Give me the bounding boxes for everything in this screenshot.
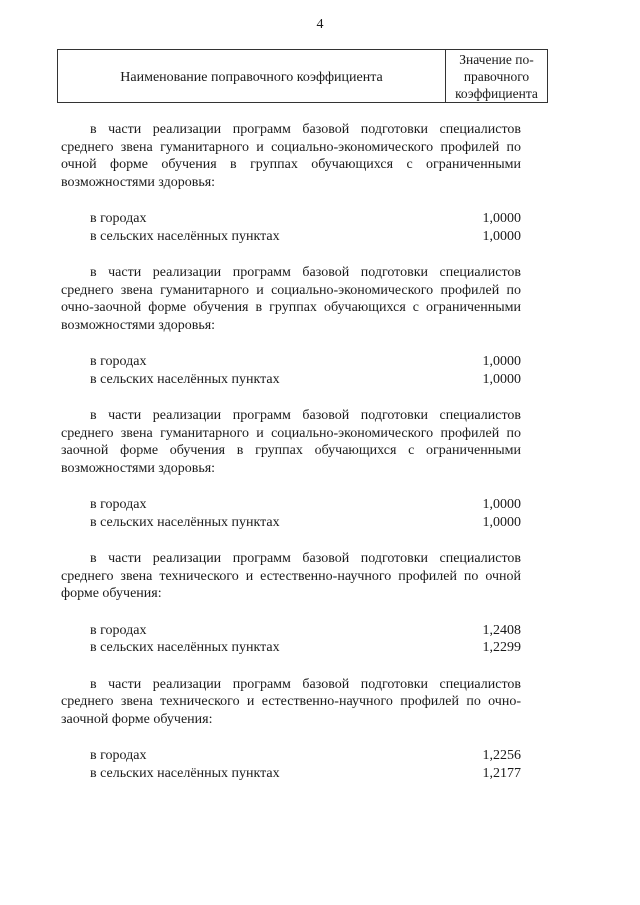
- coefficient-row: [61, 622, 521, 640]
- row-label: в городах: [90, 497, 147, 512]
- row-value: 1,2408: [482, 622, 521, 638]
- coefficient-row: [61, 496, 521, 514]
- section-description: в части реализации программ базовой подготовки специалистов среднего звена гуманитарного и социально-экономического профилей по очно-заочной форме обучения в группах обучающихся с ограниченными возможностями здоровья:: [61, 265, 521, 333]
- section-description: в части реализации программ базовой подготовки специалистов среднего звена технического и естественно-научного профилей по очно-заочной форме обучения:: [61, 676, 521, 727]
- section-description: в части реализации программ базовой подготовки специалистов среднего звена гуманитарного и социально-экономического профилей по заочной форме обучения в группах обучающихся с ограниченными возможностями здоровья:: [61, 408, 521, 476]
- row-value: 1,2256: [482, 748, 521, 763]
- coefficient-row: [61, 514, 521, 532]
- coefficient-section: [61, 550, 521, 657]
- coefficient-row: [61, 228, 521, 246]
- header-value-line: Значение по-: [459, 52, 534, 67]
- coefficient-section: [61, 264, 521, 388]
- coefficient-section: [61, 121, 521, 245]
- row-label: в городах: [90, 354, 147, 369]
- coefficient-section: [61, 407, 521, 531]
- row-value: 1,2177: [482, 765, 521, 781]
- row-value: 1,0000: [482, 211, 521, 226]
- header-table: [57, 49, 548, 103]
- row-value: 1,0000: [482, 354, 521, 369]
- row-label: в сельских населённых пунктах: [90, 640, 280, 655]
- section-description: в части реализации программ базовой подготовки специалистов среднего звена технического и естественно-научного профилей по очной форме обучения:: [61, 551, 521, 601]
- row-label: в сельских населённых пунктах: [90, 228, 280, 244]
- header-coefficient-value: [446, 50, 547, 102]
- row-label: в сельских населённых пунктах: [90, 514, 280, 530]
- row-value: 1,0000: [482, 228, 521, 244]
- coefficient-row: [61, 639, 521, 657]
- row-label: в городах: [90, 211, 147, 226]
- row-label: в сельских населённых пунктах: [90, 371, 280, 387]
- row-value: 1,0000: [482, 371, 521, 387]
- row-value: 1,0000: [482, 514, 521, 530]
- coefficient-row: [61, 210, 521, 228]
- coefficient-row: [61, 371, 521, 389]
- header-value-line: правочного: [463, 69, 530, 84]
- row-value: 1,0000: [482, 497, 521, 512]
- coefficients-list: [61, 121, 521, 801]
- row-label: в городах: [90, 622, 147, 638]
- header-value-line: коэффициента: [455, 86, 538, 101]
- row-label: в сельских населённых пунктах: [90, 765, 280, 781]
- row-value: 1,2299: [482, 640, 521, 655]
- coefficient-section: [61, 676, 521, 783]
- row-label: в городах: [90, 748, 147, 763]
- page-number: 4: [316, 17, 324, 32]
- header-coefficient-name: Наименование поправочного коэффициента: [58, 50, 446, 102]
- coefficient-row: [61, 353, 521, 371]
- section-description: в части реализации программ базовой подготовки специалистов среднего звена гуманитарного и социально-экономического профилей по очной форме обучения в группах обучающихся с ограниченными возможностями здоровья:: [61, 122, 521, 190]
- coefficient-row: [61, 765, 521, 783]
- coefficient-row: [61, 747, 521, 765]
